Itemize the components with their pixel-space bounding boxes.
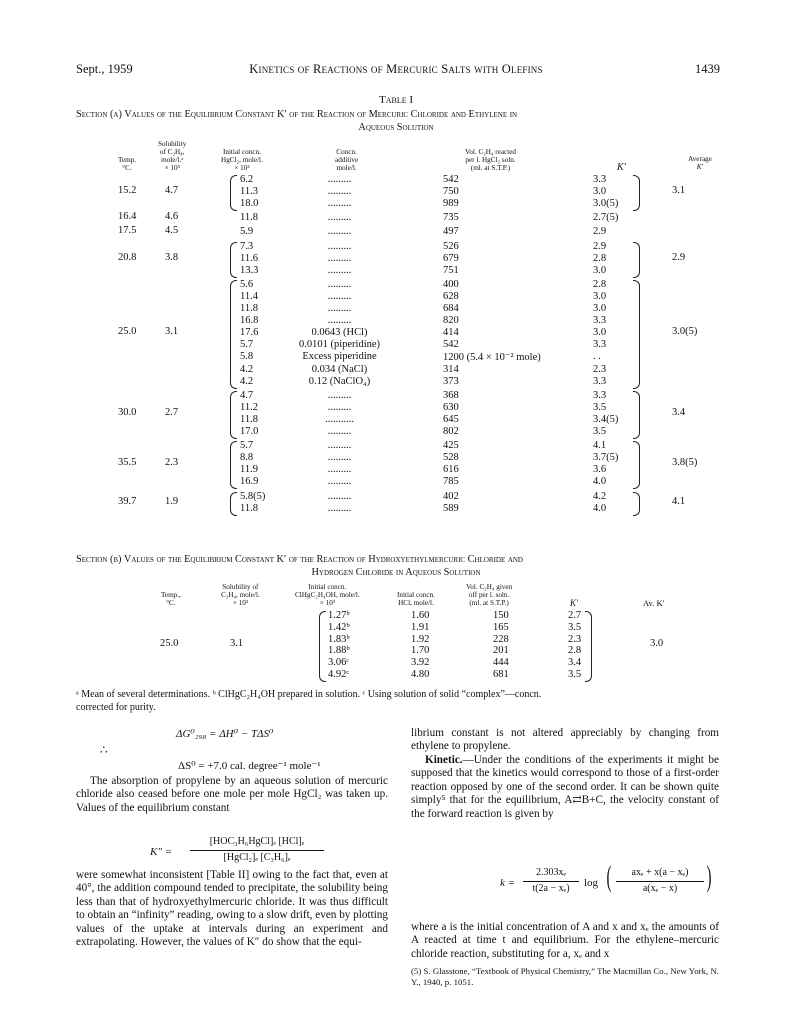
- paragraph-inconsistent: were somewhat inconsistent [Table II] owing to the fact that, even at 40°, the addition compound tended to precipitate, the solubility being less than that of hydroxyethylmercuric chloride. It was thus difficult to obtain an “infinity” reading, owing to a slow drift, even by plotting values of the uptake at intervals during an experiment and extrapolating. However, the values of K″ do show that the equi-: [76, 869, 388, 949]
- temp-cell: 25.0: [118, 326, 137, 338]
- k-value-cell: 3.3: [593, 174, 607, 185]
- left-paren: (: [606, 860, 612, 893]
- header-b-temp: Temp., °C.: [161, 591, 181, 607]
- initial-concn-cell: 11.8: [240, 303, 258, 314]
- header-additive: Concn. additive mole/l.: [335, 148, 359, 172]
- page-number: 1439: [695, 62, 720, 76]
- header-b-initial: Initial concn. ClHgC₂H₄OH, mole/l. × 10³: [295, 583, 360, 607]
- additive-cell: .........: [327, 186, 352, 198]
- additive-cell: ...........: [325, 413, 354, 425]
- volume-cell: 684: [443, 303, 459, 314]
- k-value-cell: 3.0: [593, 303, 607, 314]
- group-brace: [585, 611, 592, 682]
- additive-cell: .........: [327, 389, 352, 401]
- initial-concn-cell: 6.2: [240, 174, 254, 185]
- solubility-cell: 2.7: [165, 406, 179, 418]
- equation-gibbs: ΔG⁰₂₉₈ = ΔH⁰ − TΔS⁰: [176, 728, 274, 740]
- k-value-cell: 3.5: [593, 401, 607, 413]
- hcl-concn-cell: 3.92: [411, 657, 430, 669]
- section-a-subtitle: Aqueous Solution: [358, 122, 434, 133]
- group-brace: [633, 175, 640, 211]
- group-brace: [230, 242, 237, 278]
- volume-cell: 630: [443, 401, 459, 413]
- additive-cell: .........: [327, 226, 352, 238]
- paragraph-kinetic: [411, 754, 719, 821]
- additive-cell: .........: [327, 440, 352, 452]
- average-k-cell: 4.1: [672, 495, 686, 507]
- additive-cell: .........: [327, 502, 352, 514]
- additive-cell: .........: [327, 452, 352, 464]
- temp-cell: 25.0: [160, 638, 179, 650]
- volume-cell: 402: [443, 490, 459, 502]
- initial-concn-cell: 4.92ᶜ: [328, 669, 350, 680]
- group-brace: [319, 611, 326, 682]
- volume-cell: 1200 (5.4 × 10⁻² mole): [443, 352, 541, 364]
- header-k: K′: [617, 162, 626, 173]
- k-value-cell: 3.6: [593, 464, 607, 476]
- initial-concn-cell: 1.27ᵇ: [328, 610, 350, 621]
- volume-cell: 528: [443, 452, 459, 464]
- average-k-cell: 3.1: [672, 185, 686, 197]
- k-value-cell: 2.3: [568, 633, 582, 645]
- initial-concn-cell: 16.8: [240, 315, 259, 327]
- rate-frac-num: 2.303xₑ: [535, 867, 567, 878]
- group-brace: [633, 280, 640, 389]
- right-paren: ): [706, 860, 712, 893]
- k-double-prime-label: K″ =: [150, 846, 173, 858]
- initial-concn-cell: 16.9: [240, 476, 259, 488]
- initial-concn-cell: 4.2: [240, 375, 254, 387]
- volume-cell: 735: [443, 212, 459, 224]
- initial-concn-cell: 5.9: [240, 226, 254, 238]
- rate-arg-den: a(xₑ − x): [642, 883, 678, 894]
- volume-cell: 150: [493, 610, 509, 621]
- additive-cell: .........: [327, 490, 352, 502]
- running-header-date: Sept., 1959: [76, 62, 133, 76]
- kinetic-text: —Under the conditions of the experiments it might be supposed that the kinetics would correspond to those of a first-order reaction opposed by one of the second order. It can be shown quite simply⁵ that for the equilibrium, A⇄B+C, the velocity constant of the forward reaction is given by: [411, 754, 719, 820]
- additive-cell: .........: [327, 315, 352, 327]
- volume-cell: 228: [493, 633, 509, 645]
- volume-cell: 802: [443, 426, 459, 437]
- initial-concn-cell: 4.7: [240, 389, 254, 401]
- k-double-prime-denominator: [HgCl₂]ₑ [C₃H₆]ₑ: [223, 852, 291, 863]
- average-k-cell: 3.4: [672, 406, 686, 418]
- k-value-cell: 3.3: [593, 315, 607, 327]
- group-brace: [230, 175, 237, 211]
- paragraph-equilibrium: librium constant is not altered appreciably by changing from ethylene to propylene.: [411, 727, 719, 753]
- initial-concn-cell: 5.8(5): [240, 490, 266, 502]
- volume-cell: 314: [443, 363, 459, 375]
- k-value-cell: 3.0: [593, 327, 607, 339]
- volume-cell: 414: [443, 327, 459, 339]
- header-b-hcl: Initial concn. HCl, mole/l.: [397, 591, 435, 607]
- header-solubility: Solubility of C₂H₄, mole/l.ᵃ × 10³: [158, 140, 187, 172]
- header-initial-concn: Initial concn. HgCl₂, mole/l. × 10³: [221, 148, 263, 172]
- k-value-cell: 4.1: [593, 440, 607, 452]
- volume-cell: 616: [443, 464, 459, 476]
- solubility-cell: 3.1: [230, 638, 244, 650]
- k-value-cell: 2.7: [568, 610, 582, 621]
- additive-cell: .........: [327, 401, 352, 413]
- initial-concn-cell: 1.42ᵇ: [328, 621, 350, 633]
- additive-cell: .........: [327, 240, 352, 252]
- additive-cell: .........: [327, 264, 352, 276]
- temp-cell: 30.0: [118, 406, 137, 418]
- additive-cell: .........: [327, 174, 352, 185]
- volume-cell: 751: [443, 264, 459, 276]
- initial-concn-cell: 5.6: [240, 278, 254, 290]
- solubility-cell: 4.6: [165, 211, 179, 223]
- k-value-cell: 2.8: [568, 645, 582, 657]
- header-volume: Vol. C₂H₄ reacted per l. HgCl₂ soln. (ml. at S.T.P.): [465, 148, 516, 172]
- header-b-k: K′: [570, 598, 578, 608]
- solubility-cell: 1.9: [165, 495, 179, 507]
- initial-concn-cell: 1.83ᵇ: [328, 633, 350, 645]
- hcl-concn-cell: 1.60: [411, 610, 430, 621]
- additive-cell: .........: [327, 278, 352, 290]
- additive-cell: .........: [327, 426, 352, 437]
- fraction-bar: [523, 881, 579, 882]
- k-value-cell: 3.4: [568, 657, 582, 669]
- volume-cell: 425: [443, 440, 459, 452]
- temp-cell: 35.5: [118, 457, 137, 469]
- section-b-title: Section (b) Values of the Equilibrium Constant K′ of the Reaction of Hydroxyethylmercuric Chloride and: [76, 554, 523, 565]
- group-brace: [230, 391, 237, 439]
- additive-cell: 0.0101 (piperidine): [298, 339, 381, 351]
- volume-cell: 444: [493, 657, 509, 669]
- k-value-cell: 4.0: [593, 476, 607, 488]
- initial-concn-cell: 7.3: [240, 240, 254, 252]
- volume-cell: 373: [443, 375, 459, 387]
- k-value-cell: 2.8: [593, 278, 607, 290]
- volume-cell: 750: [443, 186, 459, 198]
- initial-concn-cell: 5.8: [240, 351, 254, 363]
- initial-concn-cell: 5.7: [240, 440, 254, 452]
- volume-cell: 368: [443, 389, 459, 401]
- average-k-cell: 3.0(5): [672, 326, 698, 338]
- k-value-cell: 3.0: [593, 264, 607, 276]
- volume-cell: 820: [443, 315, 459, 327]
- rate-log: log: [584, 877, 599, 889]
- k-value-cell: 2.7(5): [593, 212, 619, 224]
- section-a-title: Section (a) Values of the Equilibrium Constant K′ of the Reaction of Mercuric Chloride and Ethylene in: [76, 109, 518, 120]
- k-value-cell: 2.9: [593, 240, 607, 252]
- k-value-cell: 4.2: [593, 490, 607, 502]
- initial-concn-cell: 11.8: [240, 502, 258, 514]
- temp-cell: 17.5: [118, 225, 137, 237]
- volume-cell: 165: [493, 621, 509, 633]
- header-average: Average K′: [688, 155, 712, 171]
- solubility-cell: 3.1: [165, 326, 179, 338]
- additive-cell: 0.034 (NaCl): [311, 363, 368, 375]
- k-value-cell: 4.0: [593, 502, 607, 514]
- header-b-average: Av. K′: [643, 598, 665, 608]
- table-title: Table I: [378, 94, 414, 106]
- k-value-cell: 2.9: [593, 226, 607, 238]
- initial-concn-cell: 11.8: [240, 413, 258, 425]
- hcl-concn-cell: 4.80: [411, 669, 430, 680]
- temp-cell: 15.2: [118, 185, 137, 197]
- group-brace: [633, 242, 640, 278]
- rate-frac-den: t(2a − xₑ): [532, 883, 570, 894]
- volume-cell: 400: [443, 278, 459, 290]
- initial-concn-cell: 5.7: [240, 339, 254, 351]
- header-temp: Temp. °C.: [118, 156, 137, 172]
- volume-cell: 201: [493, 645, 509, 657]
- volume-cell: 681: [493, 669, 509, 680]
- initial-concn-cell: 4.2: [240, 363, 254, 375]
- k-value-cell: 3.5: [568, 669, 582, 680]
- k-value-cell: 3.0: [593, 186, 607, 198]
- volume-cell: 645: [443, 413, 459, 425]
- initial-concn-cell: 11.8: [240, 212, 258, 224]
- additive-cell: 0.0643 (HCl): [311, 327, 368, 339]
- solubility-cell: 3.8: [165, 251, 179, 263]
- initial-concn-cell: 11.2: [240, 401, 258, 413]
- k-value-cell: 3.4(5): [593, 413, 619, 425]
- k-value-cell: 3.5: [593, 426, 607, 437]
- additive-cell: .........: [327, 198, 352, 210]
- average-k-cell: 3.8(5): [672, 457, 698, 469]
- additive-cell: Excess piperidine: [302, 351, 377, 363]
- temp-cell: 39.7: [118, 495, 137, 507]
- initial-concn-cell: 17.6: [240, 327, 259, 339]
- initial-concn-cell: 1.88ᵇ: [328, 645, 350, 657]
- k-value-cell: 3.3: [593, 389, 607, 401]
- reference-footnote: (5) S. Glasstone, “Textbook of Physical Chemistry,” The Macmillan Co., New York, N. Y., 1940, p. 1051.: [411, 966, 719, 987]
- average-k-cell: 3.0: [650, 638, 664, 650]
- volume-cell: 628: [443, 290, 459, 302]
- k-value-cell: 3.0: [593, 290, 607, 302]
- group-brace: [230, 280, 237, 389]
- k-value-cell: 3.3: [593, 339, 607, 351]
- average-k-cell: 2.9: [672, 251, 686, 263]
- fraction-bar: [616, 881, 704, 882]
- paragraph-where: where a is the initial concentration of A and x and xₑ the amounts of A reacted at time t and equilibrium. For the ethylene–mercuric chloride reaction, substituting for a, xₑ and x: [411, 921, 719, 960]
- initial-concn-cell: 3.06ᶜ: [328, 657, 350, 669]
- paragraph-propylene: The absorption of propylene by an aqueous solution of mercuric chloride also ceased before one mole per mole HgCl₂ was taken up. Values of the equilibrium constant: [76, 775, 388, 814]
- temp-cell: 20.8: [118, 251, 137, 263]
- group-brace: [633, 492, 640, 516]
- additive-cell: .........: [327, 303, 352, 314]
- solubility-cell: 4.7: [165, 185, 179, 197]
- k-value-cell: 3.7(5): [593, 452, 619, 464]
- additive-cell: .........: [327, 464, 352, 476]
- initial-concn-cell: 17.0: [240, 426, 259, 437]
- group-brace: [633, 441, 640, 489]
- volume-cell: 497: [443, 226, 459, 238]
- volume-cell: 542: [443, 339, 459, 351]
- header-b-solubility: Solubility of C₂H₄, mole/l. × 10³: [221, 583, 260, 607]
- initial-concn-cell: 11.4: [240, 290, 258, 302]
- volume-cell: 679: [443, 252, 459, 264]
- rate-arg-num: axₑ + x(a − xₑ): [631, 867, 689, 878]
- fraction-bar: [190, 850, 324, 851]
- volume-cell: 542: [443, 174, 459, 185]
- k-value-cell: 3.0(5): [593, 198, 619, 210]
- additive-cell: .........: [327, 290, 352, 302]
- therefore-symbol: ∴: [100, 743, 108, 757]
- initial-concn-cell: 11.9: [240, 464, 258, 476]
- k-value-cell: . .: [593, 351, 601, 363]
- k-value-cell: 3.3: [593, 375, 607, 387]
- hcl-concn-cell: 1.92: [411, 633, 430, 645]
- equation-entropy: ΔS⁰ = +7.0 cal. degree⁻¹ mole⁻¹: [178, 760, 321, 772]
- additive-cell: .........: [327, 252, 352, 264]
- initial-concn-cell: 8.8: [240, 452, 254, 464]
- k-double-prime-numerator: [HOC₃H₆HgCl]ₑ [HCl]ₑ: [209, 836, 305, 847]
- volume-cell: 589: [443, 502, 459, 514]
- hcl-concn-cell: 1.91: [411, 621, 430, 633]
- table-footnote: ᵃ Mean of several determinations. ᵇ ClHgC₂H₄OH prepared in solution. ᶜ Using solution of solid “complex”—concn.: [76, 689, 542, 700]
- temp-cell: 16.4: [118, 211, 137, 223]
- solubility-cell: 4.5: [165, 225, 179, 237]
- group-brace: [230, 441, 237, 489]
- rate-k-lhs: k =: [500, 877, 516, 889]
- volume-cell: 989: [443, 198, 459, 210]
- additive-cell: .........: [327, 212, 352, 224]
- additive-cell: 0.12 (NaClO₄): [308, 375, 371, 387]
- table-footnote-cont: corrected for purity.: [76, 702, 156, 713]
- hcl-concn-cell: 1.70: [411, 645, 430, 657]
- group-brace: [633, 391, 640, 439]
- volume-cell: 785: [443, 476, 459, 488]
- solubility-cell: 2.3: [165, 457, 179, 469]
- additive-cell: .........: [327, 476, 352, 488]
- volume-cell: 526: [443, 240, 459, 252]
- kinetic-heading: Kinetic.: [425, 754, 463, 766]
- k-value-cell: 3.5: [568, 621, 582, 633]
- group-brace: [230, 492, 237, 516]
- initial-concn-cell: 11.6: [240, 252, 258, 264]
- initial-concn-cell: 13.3: [240, 264, 259, 276]
- initial-concn-cell: 18.0: [240, 198, 259, 210]
- k-value-cell: 2.3: [593, 363, 607, 375]
- section-b-subtitle: Hydrogen Chloride in Aqueous Solution: [311, 567, 481, 578]
- initial-concn-cell: 11.3: [240, 186, 258, 198]
- running-header-title: Kinetics of Reactions of Mercuric Salts with Olefins: [249, 62, 543, 76]
- header-b-volume: Vol. C₂H₄ given off per l. soln. (ml. at S.T.P.): [466, 583, 513, 607]
- k-value-cell: 2.8: [593, 252, 607, 264]
